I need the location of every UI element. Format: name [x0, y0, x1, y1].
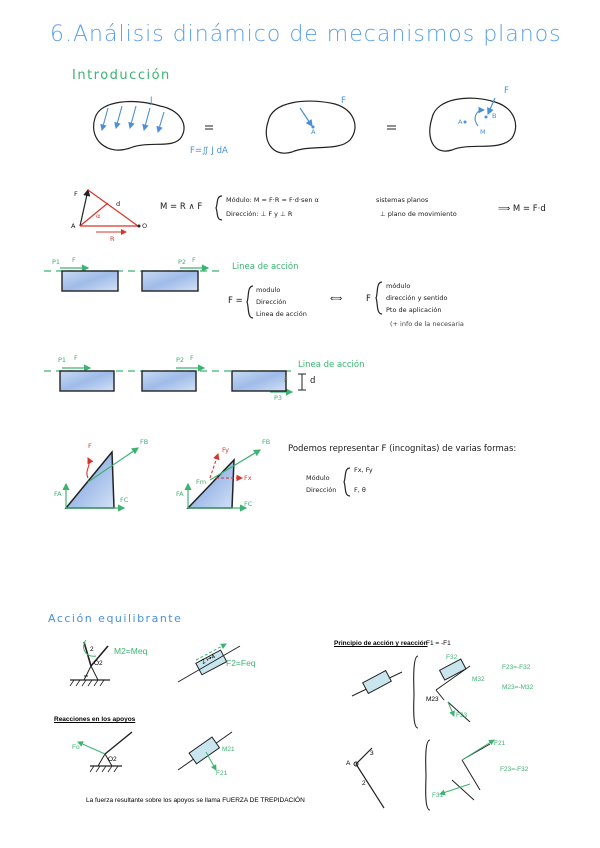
f-line-2: F	[192, 256, 196, 264]
moment-plano: ⊥ plano de movimiento	[380, 210, 457, 218]
o2-label: O2	[94, 660, 103, 667]
m21-label: M21	[222, 746, 235, 753]
brace2-item-1: módulo	[386, 282, 411, 290]
equilibrante-heading: Acción equilibrante	[48, 612, 183, 625]
footer-note: La fuerza resultante sobre los apoyos se llama FUERZA DE TREPIDACIÓN	[86, 797, 305, 804]
brace-item-2: Dirección	[256, 298, 287, 306]
m23eq-label: M23=-M32	[502, 684, 534, 691]
moment-o: O	[142, 222, 148, 230]
note: (+ info de la necesaria	[390, 320, 464, 328]
n3-label: 3	[370, 750, 374, 757]
moment-modulo: Módulo: M = F·R = F·d·sen α	[226, 196, 319, 204]
tri-fb-2: FB	[262, 438, 271, 446]
moment-result: ⟹ M = F·d	[498, 204, 546, 214]
triangles-direccion: Dirección	[306, 486, 337, 494]
f-eq: F =	[228, 296, 243, 306]
p1b-label: P1	[58, 356, 67, 364]
moment-equation: M = R ∧ F	[160, 202, 203, 212]
intro-heading: Introducción	[72, 68, 171, 83]
tri-fm: Fm	[196, 478, 207, 486]
triangles-mod-vals: Fx, Fy	[354, 466, 373, 474]
point-a-3: A	[458, 118, 463, 126]
d-label: d	[310, 376, 316, 386]
page-title: 6.Análisis dinámico de mecanismos planos	[50, 22, 562, 47]
tri-fy: Fy	[222, 446, 229, 454]
principio-diagram	[352, 656, 470, 728]
linea2-label: Linea de acción	[298, 360, 365, 370]
block-2c	[232, 371, 286, 391]
moment-f: F	[74, 190, 78, 198]
f-line-1: F	[72, 256, 76, 264]
j-label: J	[150, 96, 153, 106]
f-label-2: F	[341, 96, 346, 106]
f-line2-3: F	[284, 376, 288, 384]
n2p-label: 2	[362, 780, 366, 787]
principio-eq: F1 = -F1	[426, 640, 451, 647]
triangles-text: Podemos representar F (incognitas) de varias formas:	[288, 444, 517, 454]
f32-label: F32	[446, 654, 458, 661]
fo-label: Fo	[72, 744, 80, 751]
tri-fc-1: FC	[120, 496, 129, 504]
moment-direccion: Dirección: ⊥ F y ⊥ R	[226, 210, 293, 218]
m-label: M	[480, 128, 486, 136]
m32-label: M32	[472, 676, 485, 683]
brace2-item-3: Pto de aplicación	[386, 306, 442, 314]
principio-heading: Principio de acción y reacción	[334, 640, 428, 647]
tri-fa-1: FA	[54, 490, 62, 498]
tri-f-label: F	[88, 442, 92, 450]
p3-label: P3	[274, 394, 283, 402]
block-1a	[62, 271, 118, 291]
brace-item-1: modulo	[256, 286, 281, 294]
p1-label: P1	[52, 258, 61, 266]
block-1b	[142, 271, 198, 291]
f-eq-2: F	[366, 294, 371, 304]
f21-label: F21	[216, 770, 228, 777]
equivalence-arrow: ⟺	[330, 294, 343, 304]
brace-item-3: Linea de acción	[256, 310, 307, 318]
moment-alpha: α	[96, 212, 101, 220]
tri-fc-2: FC	[244, 500, 253, 508]
f21p-label: F21	[494, 740, 506, 747]
f2-label: F2=Feq	[226, 658, 256, 668]
block-2b	[142, 371, 196, 391]
moment-r: R	[110, 235, 115, 243]
f23b-label: F23=-F32	[500, 766, 529, 773]
f-line2-1: F	[74, 354, 78, 362]
n2-label: 2	[90, 646, 94, 653]
triangles-dir-vals: F, θ	[354, 486, 366, 494]
f-integral: F=∬ J dA	[190, 146, 228, 156]
reacciones-heading: Reacciones en los apoyos	[54, 716, 136, 723]
p2b-label: P2	[176, 356, 185, 364]
blob-1	[94, 102, 184, 151]
tri-fx: Fx	[244, 474, 252, 482]
m23-label: M23	[426, 696, 439, 703]
a-label: A	[346, 760, 351, 767]
moment-diagram	[80, 190, 141, 232]
p2-label: P2	[178, 258, 187, 266]
m2-label: M2=Meq	[114, 646, 148, 656]
f23-label: F23	[456, 712, 468, 719]
o2b-label: O2	[108, 756, 117, 763]
moment-sistemas: sistemas planos	[376, 196, 429, 204]
mechanism-3	[78, 732, 132, 772]
flux-arrows	[102, 106, 164, 132]
tri-fb-1: FB	[140, 438, 149, 446]
block-label: 2 ↦4	[200, 652, 217, 666]
f23eq-label: F23=-F32	[502, 664, 531, 671]
f-label-3: F	[504, 86, 509, 96]
moment-a: A	[71, 222, 76, 230]
triangles-modulo: Módulo	[306, 474, 330, 482]
f31-label: F31	[432, 792, 444, 799]
principio-diagram-2	[354, 740, 494, 810]
point-b: B	[492, 112, 497, 120]
brace2-item-2: dirección y sentido	[386, 294, 448, 302]
f-line2-2: F	[190, 354, 194, 362]
blob-3	[430, 98, 516, 151]
linea-label: Linea de acción	[232, 262, 299, 272]
tri-fa-2: FA	[176, 490, 184, 498]
block-2a	[60, 371, 114, 391]
point-a: A	[311, 128, 316, 136]
moment-d: d	[116, 200, 121, 208]
